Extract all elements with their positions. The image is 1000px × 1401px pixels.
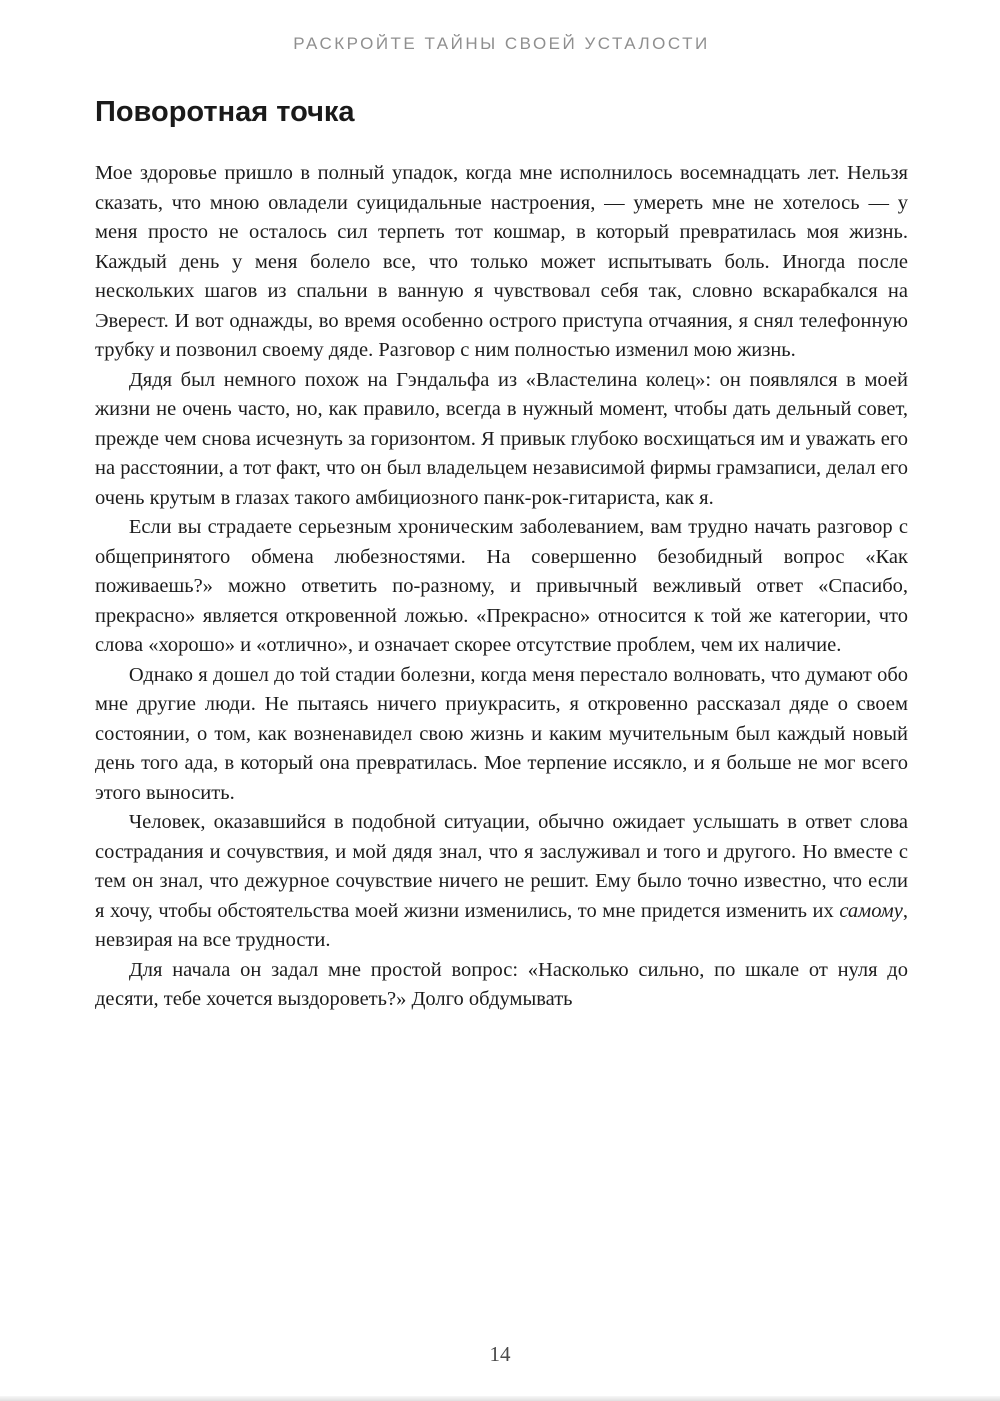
paragraph-2: Дядя был немного похож на Гэндальфа из «Властелина колец»: он появлялся в моей жизни не очень часто, но, как правило, всегда в нужный момент, чтобы дать дельный совет, прежде чем снова исчезнуть за горизонтом. Я привык глубоко восхищаться им и уважать его на расстоянии, а тот факт, что он был владельцем независимой фирмы грамзаписи, делал его очень крутым в глазах такого амбициозного панк-рок-гитариста, как я. xyxy=(95,368,908,509)
running-header: РАСКРОЙТЕ ТАЙНЫ СВОЕЙ УСТАЛОСТИ xyxy=(293,34,710,53)
paragraph-1: Мое здоровье пришло в полный упадок, когда мне исполнилось восемнадцать лет. Нельзя сказать, что мною овладели суицидальные настроения, — умереть мне не хотелось — у меня просто не осталось сил терпеть тот кошмар, в который превратилась моя жизнь. Каждый день у меня болело все, что только может испытывать боль. Иногда после нескольких шагов из спальни в ванную я чувствовал себя так, словно вскарабкался на Эверест. И вот однажды, во время особенно острого приступа отчаяния, я снял телефонную трубку и позвонил своему дяде. Разговор с ним полностью изменил мою жизнь. xyxy=(95,162,908,362)
chapter-title: Поворотная точка xyxy=(95,96,355,128)
paragraph-5-segment-italic: самому xyxy=(839,899,903,922)
paragraph-5-segment-after: , невзирая на все трудности. xyxy=(95,899,908,952)
page-bottom-edge xyxy=(0,1396,1000,1401)
body-text xyxy=(95,159,908,1015)
page-number: 14 xyxy=(489,1342,511,1366)
paragraph-3: Если вы страдаете серьезным хроническим заболеванием, вам трудно начать разговор с общепринятого обмена любезностями. На совершенно безобидный вопрос «Как поживаешь?» можно ответить по-разному, и привычный вежливый ответ «Спасибо, прекрасно» является откровенной ложью. «Прекрасно» относится к той же категории, что слова «хорошо» и «отлично», и означает скорее отсутствие проблем, чем их наличие. xyxy=(95,516,908,657)
paragraph-4: Однако я дошел до той стадии болезни, когда меня перестало волновать, что думают обо мне другие люди. Не пытаясь ничего приукрасить, я откровенно рассказал дяде о своем состоянии, о том, как возненавидел свою жизнь и каким мучительным был каждый новый день того ада, в который она превратилась. Мое терпение иссякло, и я больше не мог всего этого выносить. xyxy=(95,663,908,804)
paragraph-5 xyxy=(95,808,908,956)
paragraph-6: Для начала он задал мне простой вопрос: «Насколько сильно, по шкале от нуля до десяти, тебе хочется выздороветь?» Долго обдумывать xyxy=(95,958,908,1011)
paragraph-5-segment-before: Человек, оказавшийся в подобной ситуации, обычно ожидает услышать в ответ слова сострадания и сочувствия, и мой дядя знал, что я заслуживал и того и другого. Но вместе с тем он знал, что дежурное сочувствие ничего не решит. Ему было точно известно, что если я хочу, чтобы обстоятельства моей жизни изменились, то мне придется изменить их xyxy=(95,811,908,922)
